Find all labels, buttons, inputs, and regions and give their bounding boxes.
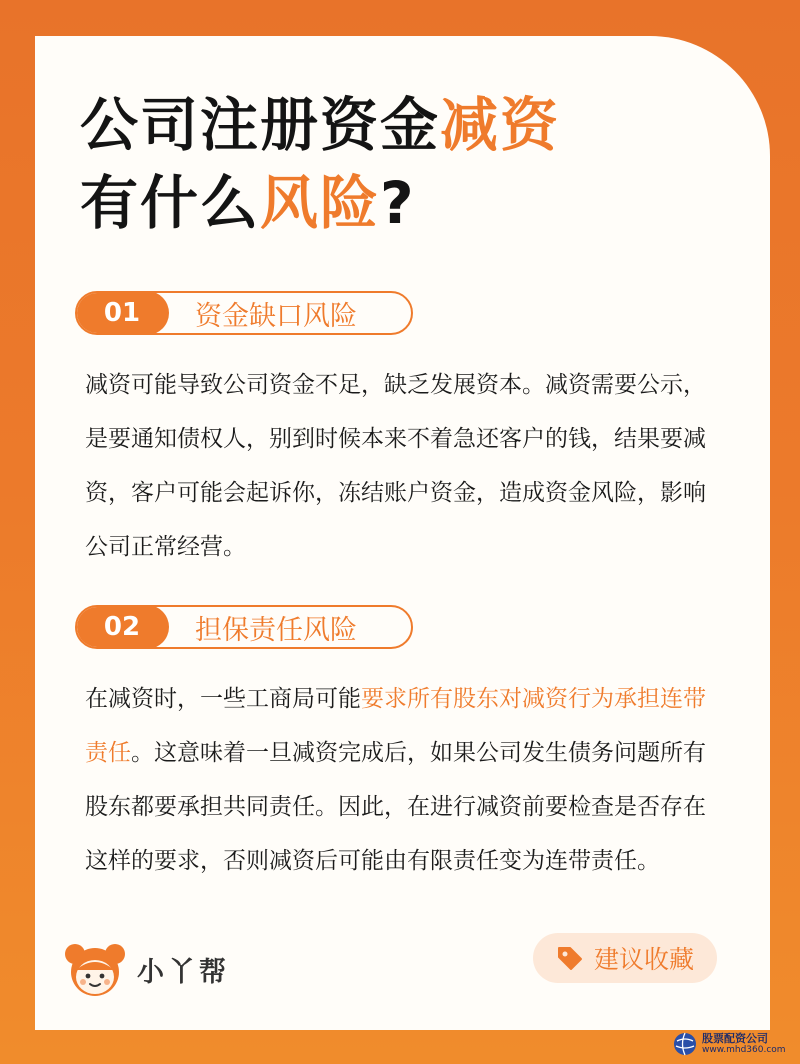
globe-icon bbox=[672, 1031, 698, 1057]
title-line-1 bbox=[80, 86, 560, 164]
section-label: 资金缺口风险 bbox=[195, 300, 357, 332]
section-number: 01 bbox=[75, 291, 169, 335]
watermark-name: 股票配资公司 bbox=[702, 1032, 768, 1045]
girl-face-icon bbox=[63, 940, 127, 998]
section-label: 担保责任风险 bbox=[195, 614, 357, 646]
watermark bbox=[672, 1030, 792, 1058]
save-button[interactable] bbox=[533, 933, 717, 983]
tag-icon bbox=[556, 944, 584, 972]
section-header-2 bbox=[75, 605, 413, 649]
section-header-1 bbox=[75, 291, 413, 335]
title-highlight: 风险 bbox=[260, 169, 381, 237]
page-title bbox=[80, 86, 560, 242]
watermark-text bbox=[702, 1033, 786, 1055]
section-number: 02 bbox=[75, 605, 169, 649]
logo-text: 小丫帮 bbox=[137, 956, 230, 988]
title-text: 有什么 bbox=[80, 169, 261, 237]
section-body-1: 减资可能导致公司资金不足，缺乏发展资本。减资需要公示，是要通知债权人，别到时候本来不着急还客户的钱，结果要减资，客户可能会起诉你，冻结账户资金，造成资金风险，影响公司正常经营。 bbox=[85, 372, 706, 560]
save-button-label: 建议收藏 bbox=[593, 945, 694, 974]
body-text: 在减资时，一些工商局可能 bbox=[85, 686, 361, 712]
section-body-2 bbox=[85, 672, 725, 888]
brand-logo bbox=[63, 941, 230, 997]
watermark-url: www.mhd360.com bbox=[702, 1045, 786, 1055]
title-question-mark: ? bbox=[380, 169, 416, 237]
title-line-2 bbox=[80, 164, 560, 242]
content-card bbox=[35, 36, 770, 1030]
title-highlight: 减资 bbox=[440, 91, 561, 159]
body-highlight: 要求所有股东对减资行为承担连带责任 bbox=[85, 686, 706, 766]
title-text: 公司注册资金 bbox=[80, 91, 441, 159]
body-text: 。这意味着一旦减资完成后，如果公司发生债务问题所有股东都要承担共同责任。因此，在进行减资前要检查是否存在这样的要求，否则减资后可能由有限责任变为连带责任。 bbox=[85, 740, 706, 874]
